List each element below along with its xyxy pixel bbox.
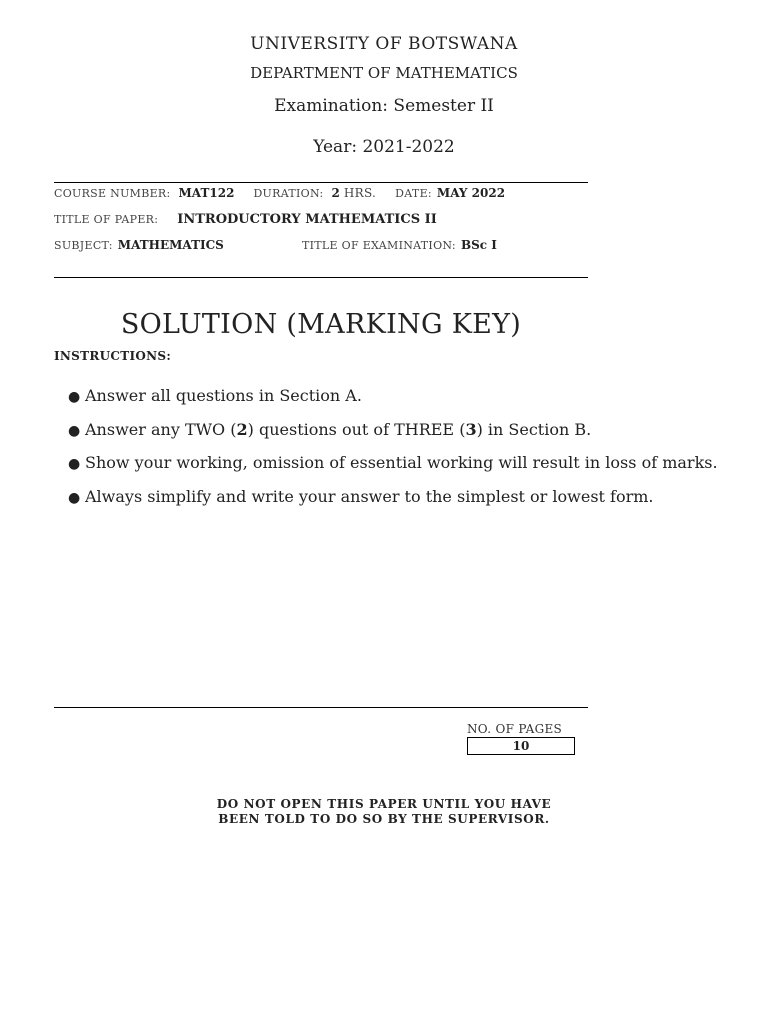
instruction-text: ) in Section B. xyxy=(476,419,592,439)
top-divider xyxy=(54,182,588,183)
title-of-examination-label: TITLE OF EXAMINATION: xyxy=(302,239,456,252)
instruction-number: 3 xyxy=(465,419,477,439)
instruction-number: 2 xyxy=(236,419,248,439)
instruction-text: ) questions out of THREE ( xyxy=(247,419,466,439)
subject-label: SUBJECT: xyxy=(54,239,113,252)
list-item xyxy=(68,417,748,451)
subject: MATHEMATICS xyxy=(117,238,224,252)
instruction-text: Answer all questions in Section A. xyxy=(85,386,362,405)
date-label: DATE: xyxy=(395,187,432,200)
instruction-text: Show your working, omission of essential working will result in loss of marks. xyxy=(85,453,718,472)
academic-year: Year: 2021-2022 xyxy=(313,137,455,157)
department-name: DEPARTMENT OF MATHEMATICS xyxy=(250,64,518,82)
bullet-icon: ● xyxy=(68,389,81,405)
exam-title-group xyxy=(302,238,497,252)
bottom-divider xyxy=(54,707,588,708)
duration-unit: HRS. xyxy=(343,186,377,200)
course-details-row xyxy=(54,186,588,200)
pages-count-box: 10 xyxy=(467,737,575,755)
solution-title: SOLUTION (MARKING KEY) xyxy=(120,309,522,340)
title-of-paper-label: TITLE OF PAPER: xyxy=(54,213,159,226)
examination-semester: Examination: Semester II xyxy=(274,96,494,116)
list-item xyxy=(68,450,748,484)
warning-line-2: BEEN TOLD TO DO SO BY THE SUPERVISOR. xyxy=(218,812,550,826)
warning-line-1: DO NOT OPEN THIS PAPER UNTIL YOU HAVE xyxy=(216,797,552,811)
title-of-paper: INTRODUCTORY MATHEMATICS II xyxy=(177,212,437,227)
bullet-icon: ● xyxy=(68,456,81,472)
instruction-text: Answer any TWO ( xyxy=(85,419,237,439)
bullet-icon: ● xyxy=(68,422,81,439)
course-number: MAT122 xyxy=(178,186,235,200)
university-name: UNIVERSITY OF BOTSWANA xyxy=(250,34,518,54)
exam-date: MAY 2022 xyxy=(436,186,506,200)
instructions-list xyxy=(68,383,748,517)
list-item xyxy=(68,484,748,518)
course-number-label: COURSE NUMBER: xyxy=(54,187,171,200)
duration-label: DURATION: xyxy=(253,187,324,200)
list-item xyxy=(68,383,748,417)
bullet-icon: ● xyxy=(68,489,81,506)
paper-title-row xyxy=(54,212,588,227)
supervisor-warning xyxy=(0,797,768,827)
instructions-heading: INSTRUCTIONS: xyxy=(54,349,172,363)
pages-label: NO. OF PAGES xyxy=(467,722,563,736)
duration-value: 2 xyxy=(331,186,340,200)
title-of-examination: BSc I xyxy=(460,238,497,252)
middle-divider xyxy=(54,277,588,278)
instruction-text: Always simplify and write your answer to the simplest or lowest form. xyxy=(85,486,654,506)
